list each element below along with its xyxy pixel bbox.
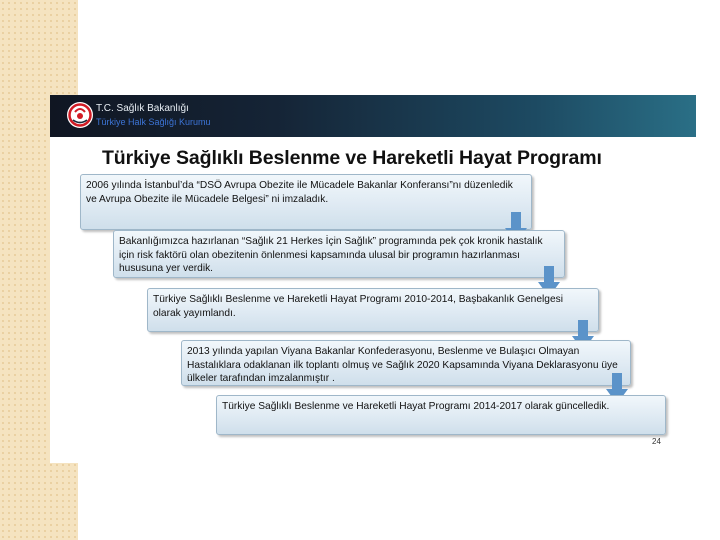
- header-banner: [50, 95, 696, 137]
- step-box-5: [216, 395, 666, 435]
- step-box-1: [80, 174, 532, 230]
- step-box-3: [147, 288, 599, 332]
- step-box-2: [113, 230, 565, 278]
- step-text-2: Bakanlığımızca hazırlanan “Sağlık 21 Herkes İçin Sağlık” programında pek çok kronik hastalık için risk faktörü olan obezitenin önlenmesi kapsamında ulusal bir programın hazırlanması hususuna yer verdik.: [119, 236, 543, 274]
- page-number: 24: [652, 437, 661, 446]
- step-box-4: [181, 340, 631, 386]
- ministry-logo-icon: [66, 101, 94, 129]
- step-text-5: Türkiye Sağlıklı Beslenme ve Hareketli Hayat Programı 2014-2017 olarak güncelledik.: [222, 401, 610, 412]
- step-text-3: Türkiye Sağlıklı Beslenme ve Hareketli Hayat Programı 2010-2014, Başbakanlık Genelgesi olarak yayımlandı.: [153, 294, 563, 319]
- step-text-4: 2013 yılında yapılan Viyana Bakanlar Konfederasyonu, Beslenme ve Bulaşıcı Olmayan Hastalıklara odaklanan ilk toplantı olmuş ve Sağlık 2020 Kapsamında Viyana Deklarasyonu üye ülkeler tarafından imzalanmıştır .: [187, 346, 618, 384]
- org-subtitle: Türkiye Halk Sağlığı Kurumu: [96, 117, 211, 127]
- slide-title: Türkiye Sağlıklı Beslenme ve Hareketli Hayat Programı: [102, 147, 602, 169]
- step-text-1: 2006 yılında İstanbul’da “DSÖ Avrupa Obezite ile Mücadele Bakanlar Konferansı”nı düzenledik ve Avrupa Obezite ile Mücadele Belgesi” ni imzaladık.: [86, 180, 513, 205]
- slide: [50, 95, 696, 463]
- org-title: T.C. Sağlık Bakanlığı: [96, 103, 189, 114]
